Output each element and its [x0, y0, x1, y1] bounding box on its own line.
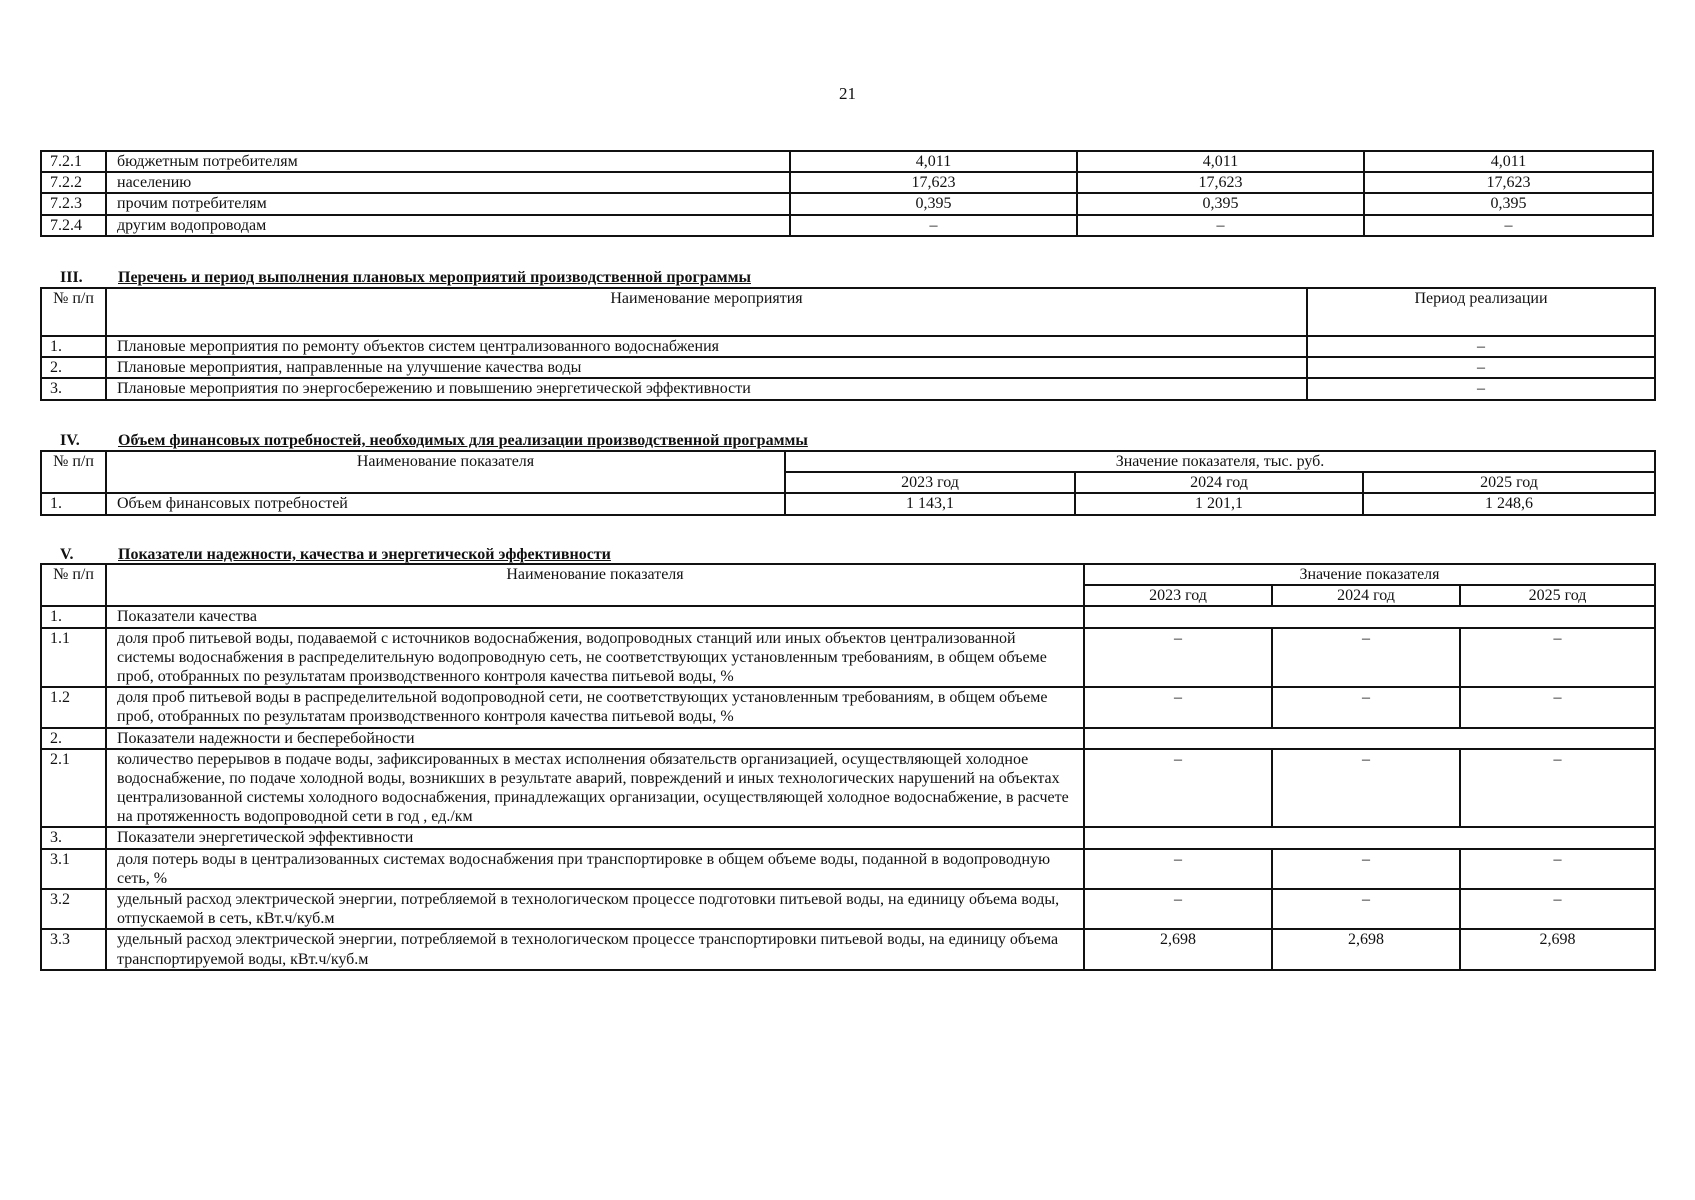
row-value: 17,623 [790, 172, 1077, 193]
table-row [41, 628, 1655, 688]
header-value: Значение показателя [1084, 564, 1655, 585]
row-period: – [1307, 378, 1655, 399]
row-num: 3.2 [41, 889, 106, 929]
row-name: количество перерывов в подаче воды, зафиксированных в местах исполнения обязательств организацией, осуществляющей холодное водоснабжение, по подаче холодной воды, возникших в результате аварий, повреждений и иных технологических нарушений на объектах централизованной системы холодного водоснабжения, принадлежащих организации, осуществляющей холодное водоснабжение, в расчете на протяженность водопроводной сети в год , ед./км [106, 749, 1084, 828]
table-row [41, 749, 1655, 828]
row-name: удельный расход электрической энергии, потребляемой в технологическом процессе подготовки питьевой воды, на единицу объема воды, отпускаемой в сеть, кВт.ч/куб.м [106, 889, 1084, 929]
row-name: другим водопроводам [106, 215, 790, 236]
header-period: Период реализации [1307, 288, 1655, 336]
row-num: 1. [41, 336, 106, 357]
group-row [41, 827, 1655, 848]
header-name: Наименование показателя [106, 451, 785, 493]
table-row [41, 849, 1655, 889]
table-row [41, 687, 1655, 727]
row-name: Показатели энергетической эффективности [106, 827, 1084, 848]
row-value: 2,698 [1272, 929, 1460, 969]
row-name: Показатели надежности и бесперебойности [106, 728, 1084, 749]
header-year: 2023 год [1084, 585, 1272, 606]
section-3-title [60, 268, 751, 287]
table-row [41, 493, 1655, 514]
table-row [41, 336, 1655, 357]
row-num: 3. [41, 378, 106, 399]
row-value: – [1460, 687, 1655, 727]
row-period: – [1307, 357, 1655, 378]
section-4-roman: IV. [60, 432, 80, 449]
row-value: 0,395 [1364, 193, 1653, 214]
row-value: 4,011 [1077, 151, 1364, 172]
section-3-roman: III. [60, 269, 83, 286]
section-5-title [60, 545, 611, 564]
header-year: 2024 год [1075, 472, 1363, 493]
row-value: – [1272, 849, 1460, 889]
row-num: 1.1 [41, 628, 106, 688]
row-num: 3.3 [41, 929, 106, 969]
row-num: 7.2.2 [41, 172, 106, 193]
row-value: 1 248,6 [1363, 493, 1655, 514]
row-value: – [1460, 849, 1655, 889]
row-name: прочим потребителям [106, 193, 790, 214]
row-value: 0,395 [1077, 193, 1364, 214]
row-name: Плановые мероприятия, направленные на улучшение качества воды [106, 357, 1307, 378]
row-value: 2,698 [1460, 929, 1655, 969]
section-5-title-text: Показатели надежности, качества и энергетической эффективности [118, 546, 611, 563]
table-row [41, 215, 1653, 236]
row-name: бюджетным потребителям [106, 151, 790, 172]
row-group-values [1084, 606, 1655, 627]
row-num: 1.2 [41, 687, 106, 727]
row-num: 7.2.3 [41, 193, 106, 214]
row-value: – [1272, 889, 1460, 929]
table-finance [40, 450, 1656, 516]
row-num: 2. [41, 357, 106, 378]
row-value: – [1272, 749, 1460, 828]
header-num: № п/п [41, 564, 106, 606]
row-value: – [790, 215, 1077, 236]
row-value: 4,011 [1364, 151, 1653, 172]
page-number: 21 [839, 84, 856, 103]
row-num: 1. [41, 606, 106, 627]
row-value: – [1272, 628, 1460, 688]
table-row [41, 378, 1655, 399]
header-name: Наименование мероприятия [106, 288, 1307, 336]
row-num: 1. [41, 493, 106, 514]
table-row [41, 193, 1653, 214]
header-num: № п/п [41, 288, 106, 336]
row-name: населению [106, 172, 790, 193]
table-indicators [40, 563, 1656, 971]
row-num: 3. [41, 827, 106, 848]
row-value: – [1460, 749, 1655, 828]
row-group-values [1084, 728, 1655, 749]
table-consumers [40, 150, 1654, 237]
row-group-values [1084, 827, 1655, 848]
row-value: – [1084, 889, 1272, 929]
header-year: 2025 год [1460, 585, 1655, 606]
group-row [41, 728, 1655, 749]
row-value: – [1460, 628, 1655, 688]
row-name: Объем финансовых потребностей [106, 493, 785, 514]
header-name: Наименование показателя [106, 564, 1084, 606]
header-year: 2025 год [1363, 472, 1655, 493]
group-row [41, 606, 1655, 627]
row-value: 17,623 [1077, 172, 1364, 193]
row-value: – [1084, 749, 1272, 828]
row-name: доля проб питьевой воды, подаваемой с источников водоснабжения, водопроводных станций или иных объектов централизованной системы водоснабжения в распределительную водопроводную сеть, не соответствующих установленным требованиям, в общем объеме проб, отобранных по результатам производственного контроля качества питьевой воды, % [106, 628, 1084, 688]
row-value: – [1084, 628, 1272, 688]
row-value: 1 201,1 [1075, 493, 1363, 514]
row-value: 2,698 [1084, 929, 1272, 969]
header-year: 2024 год [1272, 585, 1460, 606]
table-row [41, 889, 1655, 929]
row-value: – [1460, 889, 1655, 929]
row-value: 1 143,1 [785, 493, 1075, 514]
header-num: № п/п [41, 451, 106, 493]
section-4-title-text: Объем финансовых потребностей, необходимых для реализации производственной программы [118, 432, 808, 449]
row-num: 7.2.1 [41, 151, 106, 172]
row-name: доля проб питьевой воды в распределительной водопроводной сети, не соответствующих установленным требованиям, в общем объеме проб, отобранных по результатам производственного контроля качества питьевой воды, % [106, 687, 1084, 727]
table-row [41, 357, 1655, 378]
row-name: удельный расход электрической энергии, потребляемой в технологическом процессе транспортировки питьевой воды, на единицу объема транспортируемой воды, кВт.ч/куб.м [106, 929, 1084, 969]
row-value: 0,395 [790, 193, 1077, 214]
row-num: 2.1 [41, 749, 106, 828]
row-name: Плановые мероприятия по энергосбережению и повышению энергетической эффективности [106, 378, 1307, 399]
row-value: – [1272, 687, 1460, 727]
header-year: 2023 год [785, 472, 1075, 493]
header-value: Значение показателя, тыс. руб. [785, 451, 1655, 472]
row-num: 3.1 [41, 849, 106, 889]
row-num: 2. [41, 728, 106, 749]
table-row [41, 172, 1653, 193]
row-name: Показатели качества [106, 606, 1084, 627]
row-value: 4,011 [790, 151, 1077, 172]
row-period: – [1307, 336, 1655, 357]
table-row [41, 929, 1655, 969]
table-measures [40, 287, 1656, 401]
row-value: – [1077, 215, 1364, 236]
section-5-roman: V. [60, 546, 74, 563]
row-value: – [1084, 687, 1272, 727]
row-value: – [1084, 849, 1272, 889]
section-3-title-text: Перечень и период выполнения плановых мероприятий производственной программы [118, 269, 751, 286]
row-name: доля потерь воды в централизованных системах водоснабжения при транспортировке в общем объеме воды, поданной в водопроводную сеть, % [106, 849, 1084, 889]
row-name: Плановые мероприятия по ремонту объектов систем централизованного водоснабжения [106, 336, 1307, 357]
section-4-title [60, 431, 808, 450]
row-num: 7.2.4 [41, 215, 106, 236]
row-value: 17,623 [1364, 172, 1653, 193]
table-row [41, 151, 1653, 172]
row-value: – [1364, 215, 1653, 236]
